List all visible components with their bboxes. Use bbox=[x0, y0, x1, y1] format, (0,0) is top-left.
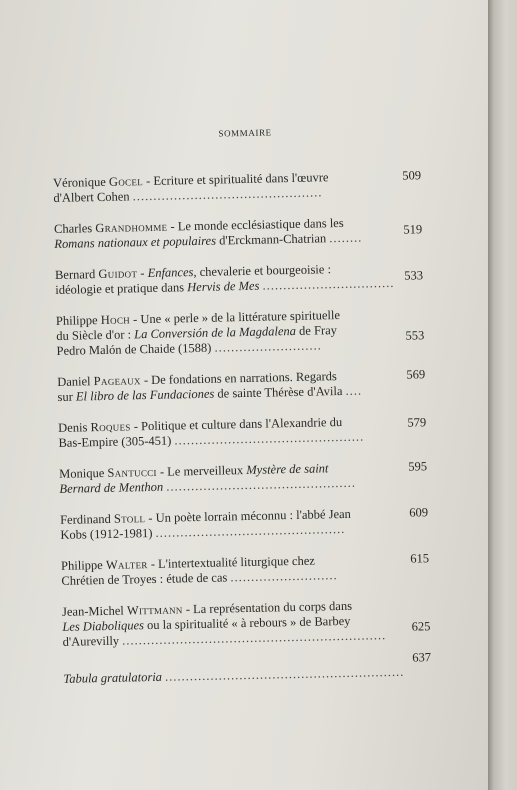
toc-entry bbox=[58, 413, 427, 451]
entry-title: Kobs (1912-1981) bbox=[60, 525, 153, 542]
author-last-name: Roques bbox=[90, 419, 131, 435]
toc-entry bbox=[55, 260, 424, 298]
leader-dots: ................................................................ bbox=[122, 628, 387, 648]
entry-title: de Fray bbox=[295, 323, 338, 338]
page-number: 569 bbox=[406, 367, 426, 382]
author-last-name: Grandhomme bbox=[95, 219, 168, 236]
entry-title: ou la spiritualité « à rebours » de Barbey bbox=[143, 613, 351, 633]
leader-dots: .......................................................... bbox=[164, 664, 405, 684]
entry-title: - La représentation du corps dans bbox=[182, 598, 353, 617]
toc-entry bbox=[57, 367, 426, 405]
entry-title: - Le merveilleux bbox=[156, 463, 247, 479]
author-first-name: Charles bbox=[53, 221, 93, 236]
page-number: 533 bbox=[404, 268, 424, 283]
toc-entry bbox=[56, 306, 425, 359]
author-first-name: Daniel bbox=[57, 374, 91, 389]
page-title: SOMMAIRE bbox=[218, 127, 272, 139]
leader-dots: ................................ bbox=[262, 275, 395, 293]
toc-entry-tabula bbox=[63, 650, 432, 687]
entry-title: - Une « perle » de la littérature spirituelle bbox=[129, 308, 341, 327]
entry-title: Bas-Empire (305-451) bbox=[58, 433, 172, 450]
leader-dots: ........ bbox=[329, 230, 363, 246]
author-last-name: Stoll bbox=[113, 511, 146, 526]
page-number: 609 bbox=[409, 505, 429, 520]
leader-dots: .............................................. bbox=[155, 521, 346, 540]
entry-title: Pedro Malón de Chaide (1588) bbox=[56, 340, 212, 358]
entry-title: de sainte Thérèse d'Avila bbox=[214, 383, 343, 401]
entry-title: - L'intertextualité liturgique chez bbox=[147, 553, 316, 572]
entry-title-italic: Tabula gratulatoria bbox=[63, 669, 163, 686]
leader-dots: .......................... bbox=[230, 568, 338, 585]
toc-entry bbox=[53, 168, 422, 206]
entry-title: d'Aurevilly bbox=[62, 633, 120, 649]
entry-title: - Politique et culture dans l'Alexandrie du bbox=[130, 414, 343, 434]
entry-title: sur bbox=[57, 389, 77, 404]
page-number: 509 bbox=[402, 168, 422, 183]
author-first-name: Denis bbox=[58, 420, 88, 435]
entry-title-italic: Hervis de Mes bbox=[187, 278, 260, 295]
entry-title: chevalerie et bourgeoisie : bbox=[196, 262, 332, 280]
page-number: 625 bbox=[411, 619, 431, 634]
page-number: 519 bbox=[403, 222, 423, 237]
entry-title: Chrétien de Troyes : étude de cas bbox=[61, 570, 228, 588]
author-last-name: Guidot bbox=[98, 266, 138, 282]
entry-title-italic: El libro de las Fundaciones bbox=[75, 386, 215, 404]
author-first-name: Jean-Michel bbox=[61, 603, 124, 619]
author-last-name: Wittmann bbox=[126, 602, 183, 618]
author-first-name: Véronique bbox=[52, 174, 106, 190]
author-first-name: Philippe bbox=[60, 558, 103, 573]
entry-title-italic: Enfances, bbox=[147, 265, 197, 281]
page-number: 637 bbox=[412, 650, 432, 665]
toc-entry bbox=[59, 459, 428, 497]
page-number: 595 bbox=[408, 459, 428, 474]
toc-entry bbox=[60, 505, 429, 543]
page-number: 553 bbox=[405, 328, 425, 343]
author-last-name: Gocel bbox=[108, 174, 144, 189]
entry-title: - De fondations en narrations. Regards bbox=[140, 369, 337, 388]
table-of-contents bbox=[52, 124, 432, 703]
entry-title-italic: Bernard de Menthon bbox=[59, 479, 164, 496]
page-edge-shadow bbox=[488, 0, 517, 790]
entry-title: - Un poète lorrain méconnu : l'abbé Jean bbox=[145, 506, 351, 526]
leader-dots: .............................................. bbox=[174, 429, 365, 448]
entry-title: d'Albert Cohen bbox=[53, 189, 130, 205]
author-first-name: Ferdinand bbox=[59, 511, 111, 527]
leader-dots: .............................................. bbox=[132, 185, 323, 204]
author-last-name: Hoch bbox=[100, 312, 131, 328]
leader-dots: .......................... bbox=[214, 338, 322, 355]
entry-title: - Le monde ecclésiastique dans les bbox=[167, 215, 344, 234]
entry-title-italic: Mystère de saint bbox=[246, 461, 329, 478]
author-first-name: Bernard bbox=[54, 267, 96, 282]
toc-entry bbox=[61, 551, 430, 589]
author-last-name: Pageaux bbox=[93, 373, 141, 389]
entry-title-italic: Romans nationaux et populaires bbox=[54, 233, 217, 251]
leader-dots: .... bbox=[345, 383, 363, 398]
entry-title: - Ecriture et spiritualité dans l'œuvre bbox=[142, 170, 329, 189]
author-last-name: Walter bbox=[105, 557, 148, 572]
toc-entry bbox=[54, 214, 423, 252]
entry-title: du Siècle d'or : bbox=[56, 327, 135, 343]
entry-title: d'Erckmann-Chatrian bbox=[215, 231, 327, 248]
page-number: 579 bbox=[407, 415, 427, 430]
entry-title-italic: La Conversión de la Magdalena bbox=[134, 323, 297, 342]
page-number: 615 bbox=[410, 551, 430, 566]
toc-entry bbox=[62, 597, 431, 650]
author-first-name: Monique bbox=[59, 465, 105, 481]
entry-title-italic: Les Diaboliques bbox=[62, 618, 145, 634]
entry-title: idéologie et pratique dans bbox=[55, 280, 188, 297]
leader-dots: .............................................. bbox=[166, 475, 357, 494]
author-first-name: Philippe bbox=[55, 313, 98, 328]
author-last-name: Santucci bbox=[107, 464, 157, 480]
entry-title: - bbox=[137, 266, 148, 281]
